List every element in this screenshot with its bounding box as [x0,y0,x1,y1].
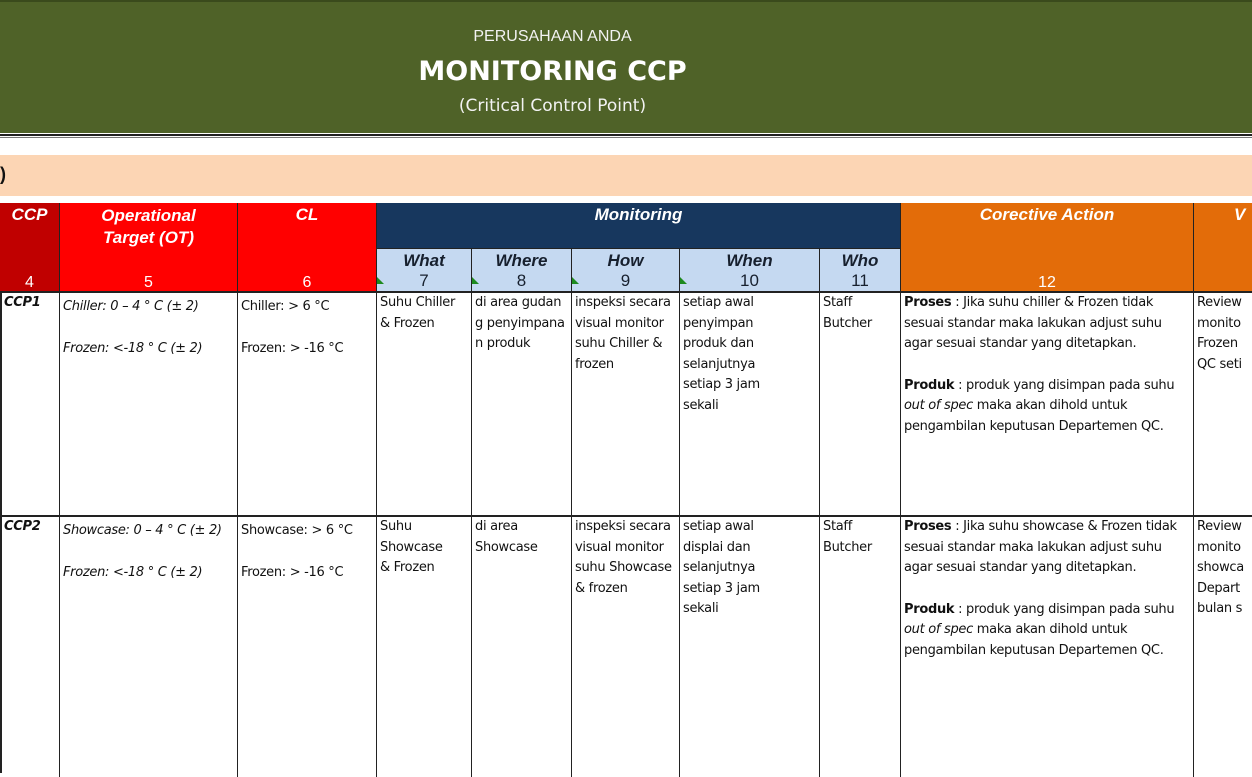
verification-line: showca [1197,560,1244,576]
col-header-ccp-label: CCP [11,205,48,224]
proses-label: Proses [904,295,952,310]
corrective-proses [904,517,1190,579]
col-header-who-label: Who [841,251,879,270]
cell-ccp2-ot[interactable] [60,517,238,777]
col-header-how-label: How [607,251,644,270]
col-header-where-label: Where [495,251,548,270]
cl-frozen: Frozen: > -16 °C [241,564,344,580]
produk-italic: out of spec [904,398,973,414]
ot-frozen: Frozen: <-18 ° C (± 2) [63,564,203,580]
cell-ccp2-what[interactable] [377,517,472,777]
cell-ccp1-what[interactable] [377,293,472,515]
cell-ccp1-cl[interactable] [238,293,377,515]
verification-line: monito [1197,315,1241,331]
verification-line: Review [1197,295,1242,310]
banner-divider [0,134,1252,136]
produk-label: Produk [904,601,955,617]
cell-ccp1-corrective[interactable] [901,293,1194,515]
col-header-when-num: 10 [740,271,759,290]
how-text: inspeksi secara visual monitor suhu Chiller & frozen [575,295,671,372]
cell-ccp2-when[interactable] [680,517,820,777]
col-header-verification[interactable] [1194,203,1252,292]
ot-chiller: Chiller: 0 – 4 ° C (± 2) [63,299,199,314]
col-header-cl[interactable] [238,203,377,292]
col-header-where[interactable] [472,248,572,292]
cl-chiller: Chiller: > 6 °C [241,299,330,314]
verification-line: QC seti [1197,356,1242,372]
verification-line: Frozen [1197,336,1238,352]
col-header-corrective[interactable] [901,203,1194,292]
comment-indicator-icon [377,277,384,284]
corrective-produk [904,600,1190,662]
produk-text-2: maka akan dihold untuk pengambilan keputusan Departemen QC. [904,398,1164,434]
cell-ccp2-verification[interactable] [1194,517,1252,777]
cell-ccp1-verification[interactable] [1194,293,1252,515]
company-name: PERUSAHAAN ANDA [473,28,632,45]
col-header-monitoring-label: Monitoring [594,205,683,224]
cell-ccp2-where[interactable] [472,517,572,777]
ot-frozen: Frozen: <-18 ° C (± 2) [63,340,203,356]
cl-frozen: Frozen: > -16 °C [241,340,344,356]
cell-ccp2-cl[interactable] [238,517,377,777]
cell-ccp1-when[interactable] [680,293,820,515]
verification-line: Review [1197,519,1242,534]
how-text: inspeksi secara visual monitor suhu Showcase & frozen [575,519,672,596]
col-header-monitoring[interactable] [377,203,901,248]
verification-line: bulan s [1197,601,1243,617]
produk-italic: out of spec [904,622,973,638]
cell-ccp2-how[interactable] [572,517,680,777]
corrective-produk [904,376,1190,438]
col-header-ccp[interactable] [0,203,60,292]
col-header-what[interactable] [377,248,472,292]
verification-line: monito [1197,539,1241,555]
cl-showcase: Showcase: > 6 °C [241,523,353,538]
col-header-how-num: 9 [620,271,631,290]
col-header-what-num: 7 [419,271,429,290]
col-header-cl-label: CL [295,205,319,224]
proses-text: : Jika suhu chiller & Frozen tidak sesuai standar maka lakukan adjust suhu agar sesuai standar yang ditetapkan. [904,295,1162,352]
cell-ccp2-id[interactable] [0,517,60,777]
cell-ccp2-corrective[interactable] [901,517,1194,777]
col-header-ccp-num: 4 [25,274,34,291]
what-text: Suhu Showcase & Frozen [380,519,443,576]
col-header-when[interactable] [680,248,820,292]
comment-indicator-icon [472,277,479,284]
col-header-how[interactable] [572,248,680,292]
col-header-when-label: When [726,251,773,270]
ccp-id: CCP1 [4,295,41,310]
cell-ccp1-id[interactable] [0,293,60,515]
who-text: Staff Butcher [823,519,872,555]
col-header-who-num: 11 [851,271,869,290]
cell-ccp1-ot[interactable] [60,293,238,515]
ot-showcase: Showcase: 0 – 4 ° C (± 2) [63,523,222,538]
produk-text-2: maka akan dihold untuk pengambilan keputusan Departemen QC. [904,622,1164,658]
section-band [0,155,1252,196]
cell-ccp2-who[interactable] [820,517,901,777]
proses-label: Proses [904,519,952,534]
cell-ccp1-how[interactable] [572,293,680,515]
what-text: Suhu Chiller & Frozen [380,295,455,331]
page-subtitle: (Critical Control Point) [458,96,647,116]
where-text: di area gudang penyimpanan produk [475,295,565,352]
col-header-corrective-label: Corective Action [979,205,1115,224]
produk-text: : produk yang disimpan pada suhu [954,601,1175,617]
section-band-text: ) [0,164,6,184]
when-text: setiap awal penyimpan produk dan selanjutnya setiap 3 jam sekali [683,295,760,413]
col-header-verification-label: V [1234,205,1246,224]
corrective-proses [904,293,1190,355]
cell-ccp1-who[interactable] [820,293,901,515]
verification-line: Depart [1197,580,1240,596]
where-text: di area Showcase [475,519,538,555]
title-banner [0,0,1252,133]
produk-text: : produk yang disimpan pada suhu [954,377,1175,393]
banner-divider-thin [0,137,1252,138]
when-text: setiap awal displai dan selanjutnya setiap 3 jam sekali [683,519,760,617]
cell-ccp1-where[interactable] [472,293,572,515]
comment-indicator-icon [572,277,579,284]
comment-indicator-icon [680,277,687,284]
produk-label: Produk [904,377,955,393]
ccp-id: CCP2 [4,519,41,534]
who-text: Staff Butcher [823,295,872,331]
col-header-where-num: 8 [516,271,527,290]
col-header-what-label: What [403,251,445,270]
col-header-who[interactable] [820,248,901,292]
col-header-ot[interactable] [60,203,238,292]
col-header-ot-label: Operational Target (OT) [101,206,196,247]
col-header-ot-num: 5 [144,274,153,291]
col-header-corrective-num: 12 [1038,274,1056,291]
col-header-cl-num: 6 [302,274,312,291]
page-title: MONITORING CCP [418,56,687,87]
proses-text: : Jika suhu showcase & Frozen tidak sesuai standar maka lakukan adjust suhu agar sesuai standar yang ditetapkan. [904,519,1177,576]
table-left-border [0,293,2,773]
